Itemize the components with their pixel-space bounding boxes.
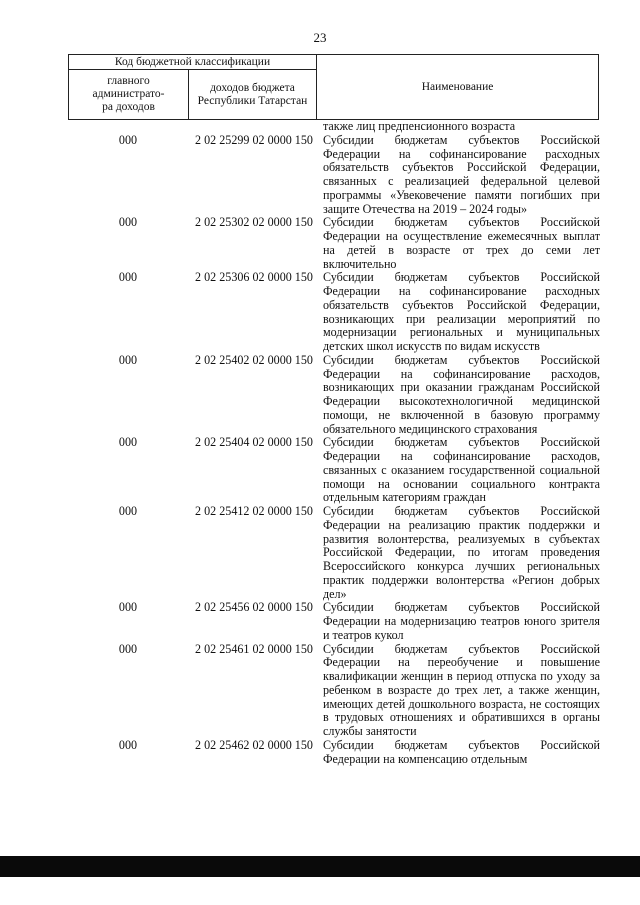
- budget-code-cell: 2 02 25402 02 0000 150: [195, 352, 313, 367]
- name-cell: Субсидии бюджетам субъектов Российской Федерации на компенсацию отдельным: [323, 737, 600, 766]
- admin-code-cell: 000: [118, 215, 138, 230]
- table-row: [68, 271, 598, 354]
- table-body: [68, 120, 598, 766]
- budget-code-cell: 2 02 25456 02 0000 150: [195, 600, 313, 615]
- admin-code-cell: 000: [118, 132, 138, 147]
- name-cell: Субсидии бюджетам субъектов Российской Федерации на софинансирование расходных обязательств субъектов Российской Федерации, связанных с реализацией федеральной целевой программы «Увековечение памяти погибших при защите Отечества на 2019 – 2024 годы»: [323, 132, 600, 216]
- table-row: [68, 354, 598, 437]
- header-name-column: Наименование: [317, 55, 599, 120]
- header-admin-column: главного администрато- ра доходов: [69, 70, 189, 120]
- name-cell: Субсидии бюджетам субъектов Российской Федерации на софинансирование расходов, возникающих при оказании гражданам Российской Федерации высокотехнологичной медицинской помощи, не включенной в базовую программу обязательного медицинского страхования: [323, 352, 600, 436]
- budget-code-cell: 2 02 25302 02 0000 150: [195, 215, 313, 230]
- admin-code-cell: 000: [118, 352, 138, 367]
- table-row: [68, 643, 598, 739]
- budget-code-cell: 2 02 25412 02 0000 150: [195, 504, 313, 518]
- name-cell: Субсидии бюджетам субъектов Российской Федерации на реализацию практик поддержки и развития волонтерства, реализуемых в субъектах Российской Федерации, по итогам проведения Всероссийского конкурса лучших региональных практик поддержки волонтерства «Регион добрых дел»: [323, 504, 600, 601]
- name-cell: Субсидии бюджетам субъектов Российской Федерации на софинансирование расходных обязательств субъектов Российской Федерации, возникающих при реализации мероприятий по модернизации региональных и муниципальных детских школ искусств по видам искусств: [323, 270, 600, 353]
- table-row: [68, 601, 598, 642]
- continuation-row: [68, 120, 598, 134]
- budget-code-cell: 2 02 25306 02 0000 150: [195, 270, 313, 285]
- table-row: [68, 436, 598, 505]
- name-cell: Субсидии бюджетам субъектов Российской Федерации на переобучение и повышение квалификации женщин в период отпуска по уходу за ребенком в возрасте до трех лет, а также женщин, имеющих детей дошкольного возраста, не состоящих в трудовых отношениях и обратившихся в органы службы занятости: [323, 641, 600, 738]
- admin-code-cell: 000: [118, 504, 138, 518]
- admin-code-cell: 000: [118, 737, 138, 752]
- table-row: [68, 505, 598, 601]
- budget-code-cell: 2 02 25462 02 0000 150: [195, 737, 313, 752]
- budget-code-cell: 2 02 25299 02 0000 150: [195, 132, 313, 147]
- table-row: [68, 216, 598, 271]
- name-cell: Субсидии бюджетам субъектов Российской Федерации на модернизацию театров юного зрителя и театров кукол: [323, 600, 600, 642]
- admin-code-cell: 000: [118, 435, 138, 450]
- budget-code-cell: 2 02 25461 02 0000 150: [195, 641, 313, 656]
- admin-code-cell: 000: [118, 641, 138, 656]
- table-row: [68, 134, 598, 217]
- scan-edge-bar: [0, 856, 640, 877]
- admin-code-cell: 000: [118, 270, 138, 285]
- header-income-column: доходов бюджета Республики Татарстан: [189, 70, 317, 120]
- budget-code-cell: 2 02 25404 02 0000 150: [195, 435, 313, 450]
- page-number: 23: [313, 30, 327, 45]
- table-row: [68, 739, 598, 767]
- admin-code-cell: 000: [118, 600, 138, 615]
- name-cell: Субсидии бюджетам субъектов Российской Федерации на осуществление ежемесячных выплат на детей в возрасте от трех до семи лет включительно: [323, 215, 600, 271]
- continuation-text: также лиц предпенсионного возраста: [323, 119, 516, 133]
- name-cell: Субсидии бюджетам субъектов Российской Федерации на софинансирование расходов, связанных с оказанием государственной социальной помощи на основании социального контракта отдельным категориям граждан: [323, 435, 600, 505]
- header-group-title: Код бюджетной классификации: [69, 55, 317, 70]
- table-header: [68, 54, 599, 120]
